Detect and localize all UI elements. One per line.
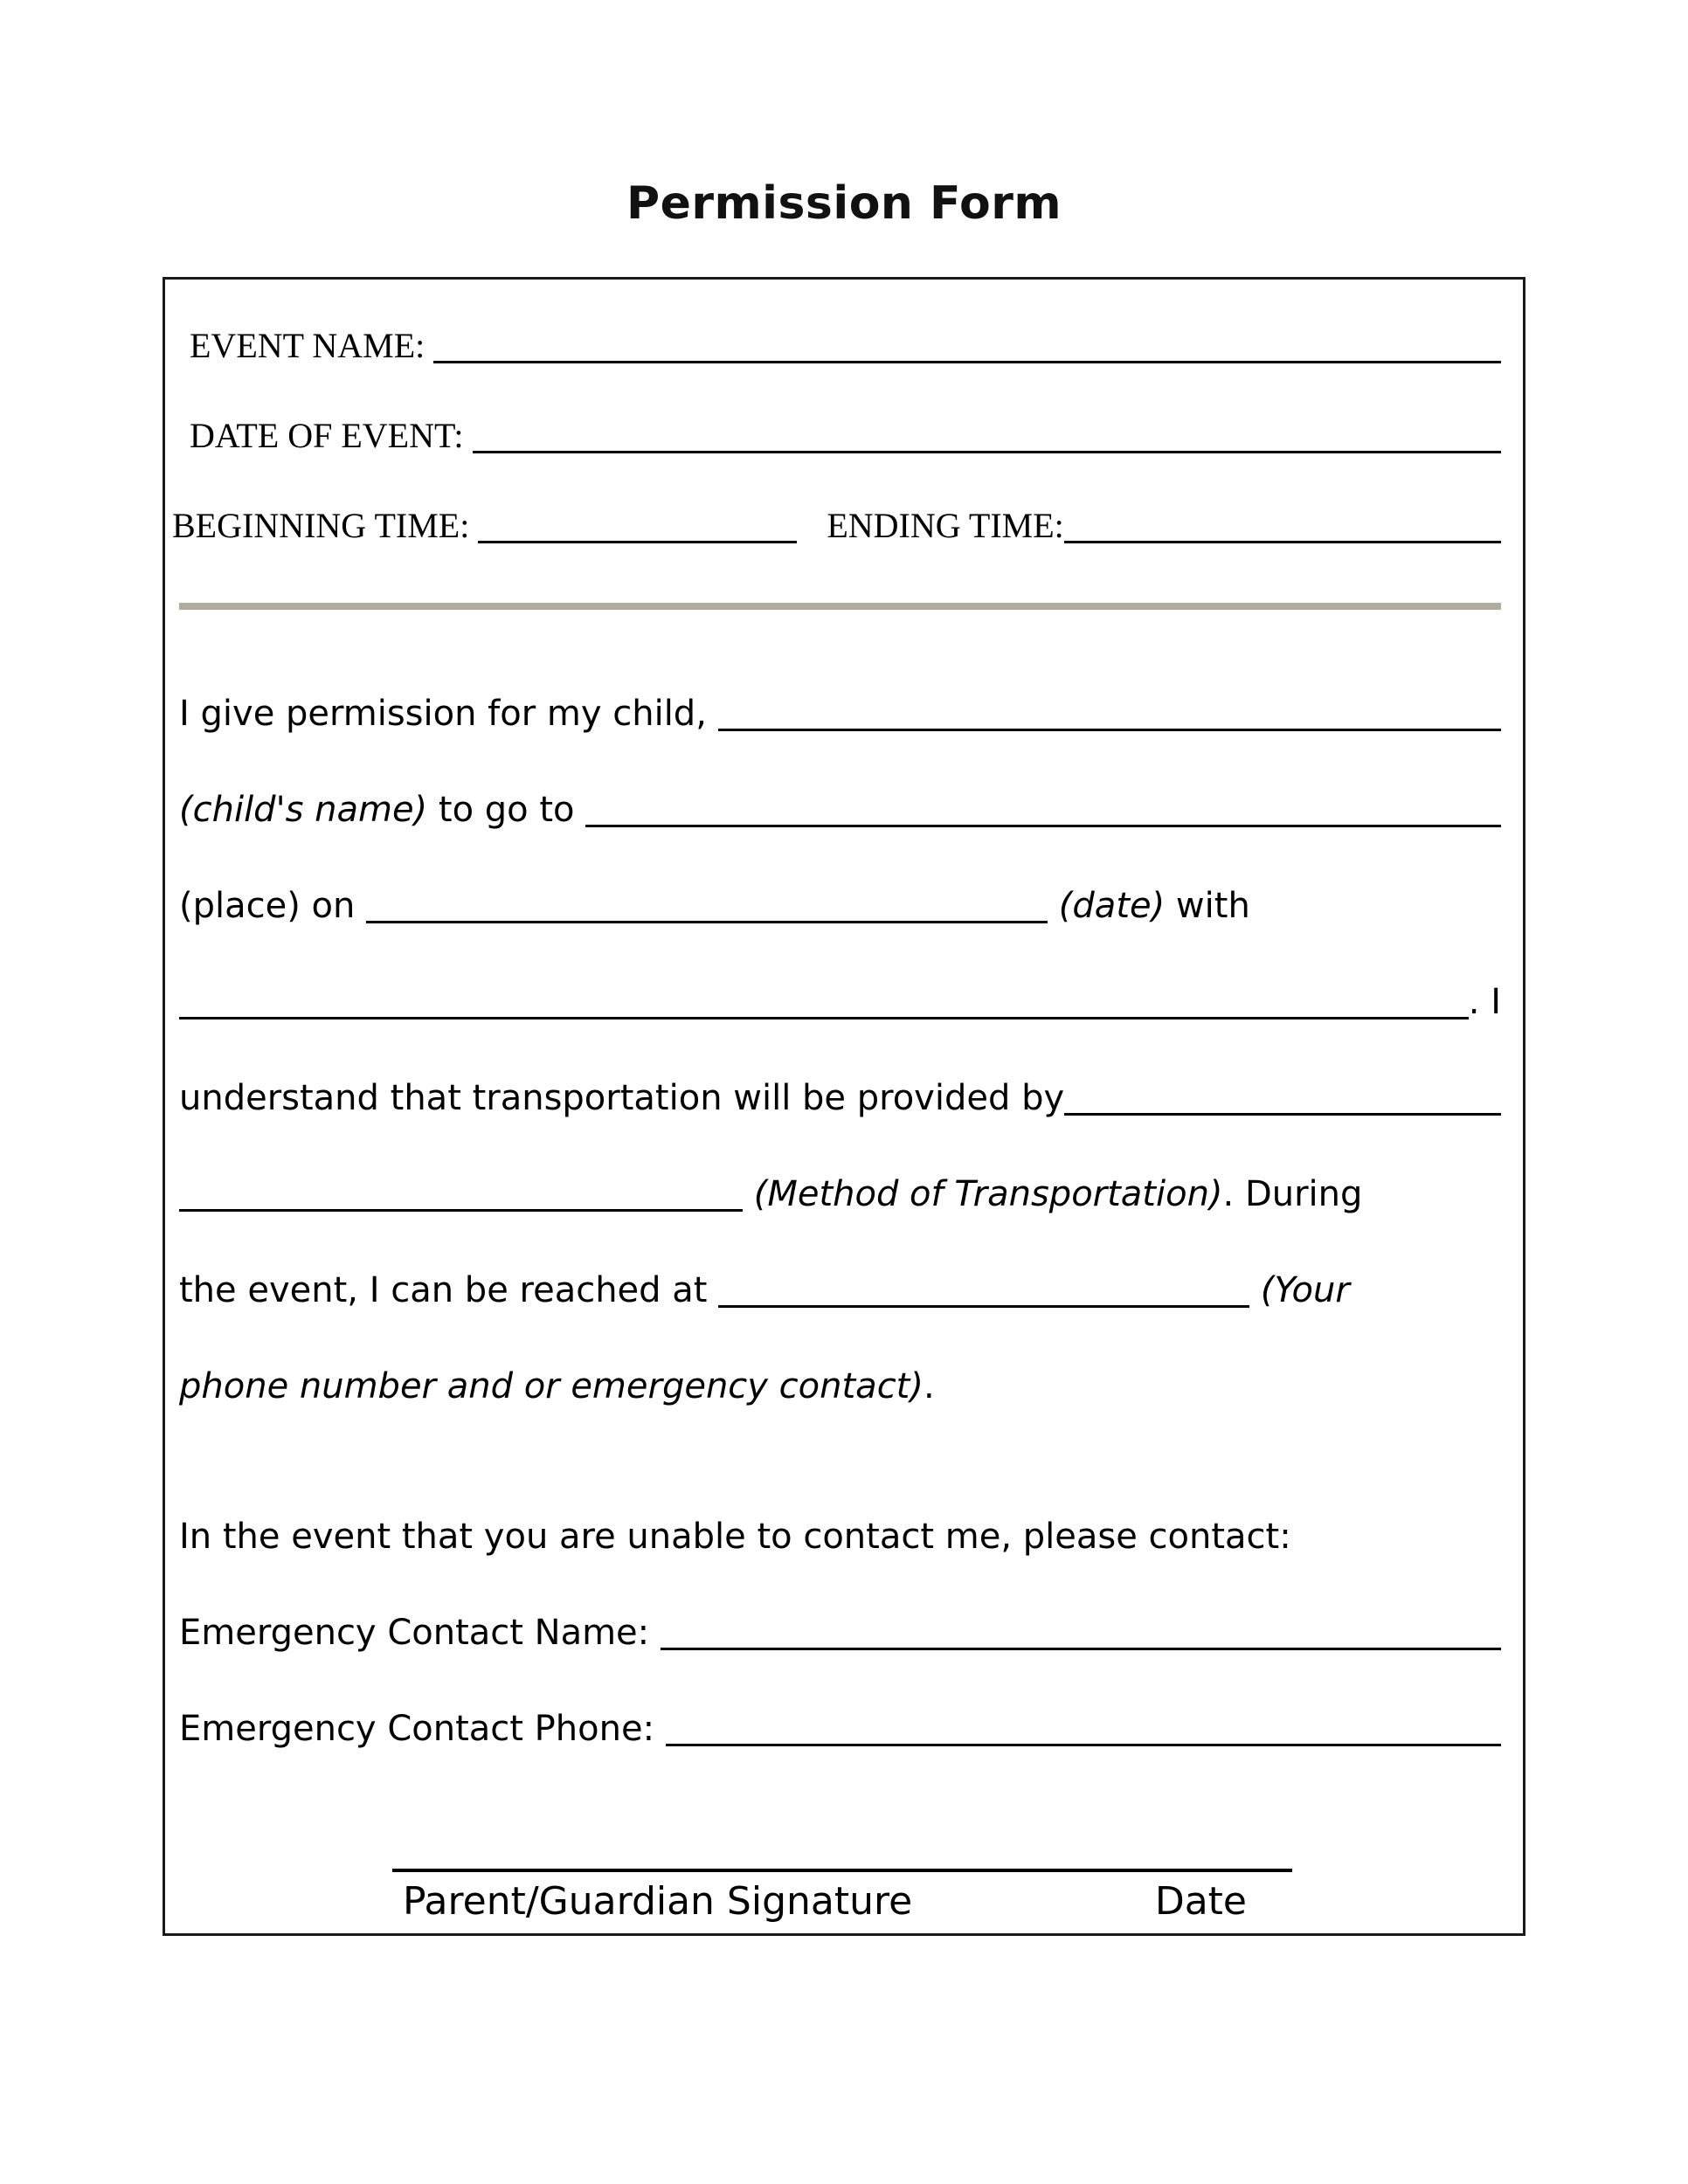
transport-method-hint: (Method of Transportation) [743, 1174, 1223, 1214]
transport-method-blank[interactable] [179, 1183, 743, 1212]
phone-hint-end: phone number and or emergency contact) [179, 1366, 924, 1406]
permission-line-2-text: to go to [427, 790, 586, 830]
date-label: Date [1154, 1879, 1247, 1924]
event-name-blank[interactable] [433, 335, 1501, 363]
child-name-hint: (child's name) [179, 790, 428, 830]
beginning-time-label: BEGINNING TIME: [172, 506, 479, 545]
event-name-row [172, 321, 1501, 370]
emergency-intro-line [179, 1489, 1501, 1585]
permission-line-6-after: . During [1222, 1174, 1363, 1214]
place-blank[interactable] [585, 798, 1501, 827]
times-row [172, 501, 1501, 550]
companion-blank[interactable] [179, 991, 1469, 1019]
ending-time-label: ENDING TIME: [827, 506, 1064, 545]
permission-line-3 [179, 858, 1501, 954]
event-name-label: EVENT NAME: [190, 326, 434, 365]
permission-line-7 [179, 1242, 1501, 1338]
emergency-intro-text: In the event that you are unable to contact me, please contact: [179, 1517, 1291, 1557]
reach-phone-blank[interactable] [718, 1279, 1249, 1308]
emergency-phone-blank[interactable] [666, 1717, 1501, 1746]
signature-label: Parent/Guardian Signature [403, 1879, 913, 1924]
permission-line-8-after: . [923, 1366, 935, 1406]
date-of-event-label: DATE OF EVENT: [190, 416, 473, 455]
emergency-name-blank[interactable] [661, 1621, 1501, 1650]
emergency-phone-row [179, 1681, 1501, 1777]
date-of-event-row [172, 411, 1501, 460]
permission-line-2 [179, 762, 1501, 858]
emergency-name-row [179, 1585, 1501, 1681]
permission-line-4-after: . I [1468, 982, 1501, 1022]
date-of-event-blank[interactable] [473, 425, 1501, 453]
page-title: Permission Form [626, 177, 1062, 230]
permission-line-3-text: (place) on [179, 886, 367, 926]
permission-line-5 [179, 1050, 1501, 1146]
permission-line-6 [179, 1146, 1501, 1242]
transport-provider-blank[interactable] [1064, 1087, 1501, 1116]
permission-line-1 [179, 666, 1501, 762]
signature-labels [392, 1872, 1292, 1926]
signature-block [392, 1869, 1292, 1926]
event-date-blank[interactable] [366, 895, 1048, 923]
ending-time-blank[interactable] [1064, 515, 1501, 543]
child-name-blank[interactable] [718, 702, 1501, 731]
permission-line-8 [179, 1338, 1501, 1434]
permission-line-5-text: understand that transportation will be provided by [179, 1078, 1065, 1118]
phone-hint-start: (Your [1249, 1270, 1350, 1310]
emergency-phone-label: Emergency Contact Phone: [179, 1709, 666, 1749]
section-divider [179, 603, 1501, 610]
permission-line-3-after: with [1165, 886, 1250, 926]
beginning-time-blank[interactable] [478, 515, 797, 543]
permission-paragraph [172, 666, 1501, 1777]
emergency-name-label: Emergency Contact Name: [179, 1613, 661, 1653]
permission-line-4 [179, 954, 1501, 1050]
permission-line-7-text: the event, I can be reached at [179, 1270, 719, 1310]
permission-line-1-text: I give permission for my child, [179, 694, 718, 734]
form-box [163, 277, 1525, 1936]
date-hint: (date) [1048, 886, 1166, 926]
